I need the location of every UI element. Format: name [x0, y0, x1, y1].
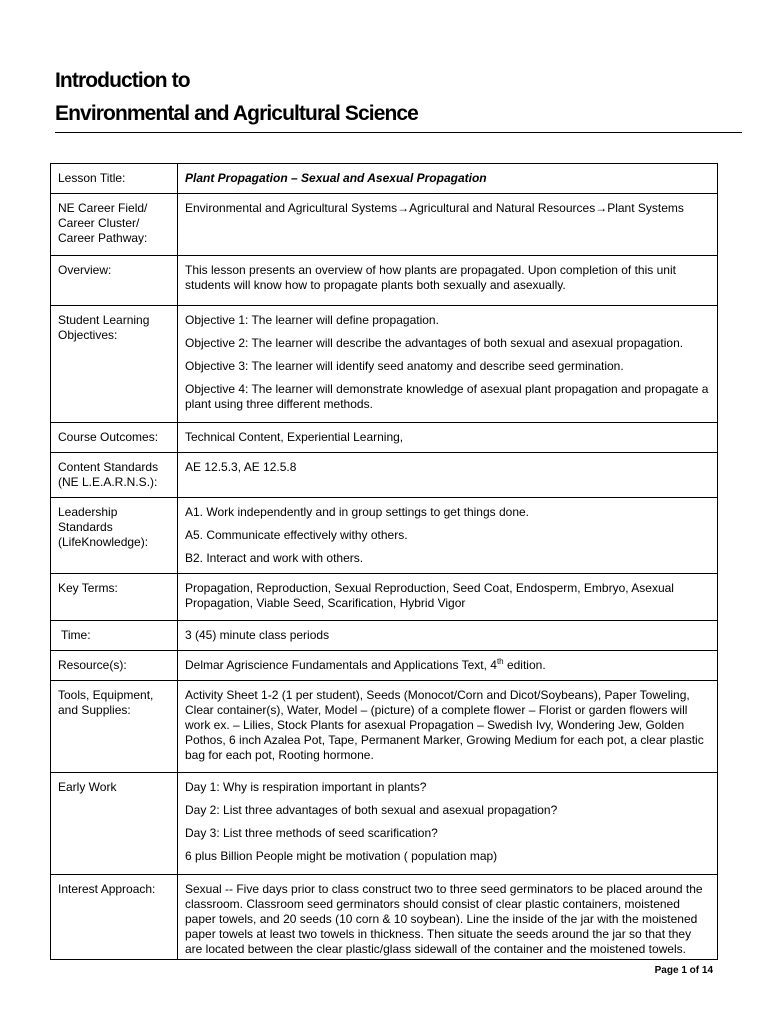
objective-item: Objective 4: The learner will demonstrate knowledge of asexual plant propagation and propagate a plant using three different methods. [185, 382, 709, 411]
row-early-work [51, 773, 718, 875]
objectives-cell [178, 306, 718, 423]
row-objectives [51, 306, 718, 423]
row-course-outcomes [51, 423, 718, 453]
document-title [55, 64, 418, 130]
early-work-cell [178, 773, 718, 875]
course-outcomes-label: Course Outcomes: [51, 423, 178, 453]
arrow-icon: → [595, 201, 608, 215]
career-cell [178, 194, 718, 256]
lesson-plan-table [50, 163, 718, 960]
career-field-text: Environmental and Agricultural Systems [185, 201, 398, 215]
overview-value: This lesson presents an overview of how plants are propagated. Upon completion of this unit students will know how to propagate plants both sexually and asexually. [178, 256, 718, 306]
objective-item: Objective 2: The learner will describe the advantages of both sexual and asexual propagation. [185, 336, 684, 350]
leadership-item: B2. Interact and work with others. [185, 551, 364, 565]
row-overview [51, 256, 718, 306]
career-label: NE Career Field/ Career Cluster/ Career Pathway: [51, 194, 178, 256]
content-standards-value: AE 12.5.3, AE 12.5.8 [178, 453, 718, 498]
lesson-title-cell [178, 164, 718, 194]
leadership-item: A5. Communicate effectively withy others. [185, 528, 408, 542]
page-number: Page 1 of 14 [654, 965, 713, 976]
objectives-label: Student Learning Objectives: [51, 306, 178, 423]
interest-approach-label: Interest Approach: [51, 875, 178, 960]
tools-value: Activity Sheet 1-2 (1 per student), Seeds (Monocot/Corn and Dicot/Soybeans), Paper Toweling, Clear container(s), Water, Model – (picture) of a complete flower – Florist or garden flowers will work ex. – Lilies, Stock Plants for asexual Propagation – Swedish Ivy, Wondering Jew, Golden Pothos, 6 inch Azalea Pot, Tape, Permanent Marker, Growing Medium for each pot, a clear plastic bag for each pot, Rooting hormone. [178, 681, 718, 773]
resources-text-end: edition. [503, 658, 546, 672]
career-pathway-text: Plant Systems [607, 201, 684, 215]
early-work-item: 6 plus Billion People might be motivation ( population map) [185, 849, 498, 863]
time-label: Time: [51, 621, 178, 651]
leadership-item: A1. Work independently and in group settings to get things done. [185, 505, 530, 519]
key-terms-label: Key Terms: [51, 574, 178, 621]
row-key-terms [51, 574, 718, 621]
lesson-title-value: Plant Propagation – Sexual and Asexual Propagation [185, 171, 487, 185]
career-cluster-text: Agricultural and Natural Resources [409, 201, 596, 215]
resources-cell [178, 651, 718, 681]
overview-label: Overview: [51, 256, 178, 306]
title-divider [55, 132, 742, 133]
course-outcomes-value: Technical Content, Experiential Learning, [178, 423, 718, 453]
resources-label: Resource(s): [51, 651, 178, 681]
row-leadership-standards [51, 498, 718, 574]
content-standards-label: Content Standards (NE L.E.A.R.N.S.): [51, 453, 178, 498]
arrow-icon: → [397, 201, 410, 215]
row-tools [51, 681, 718, 773]
row-interest-approach [51, 875, 718, 960]
edition-superscript: th [496, 657, 504, 666]
leadership-standards-cell [178, 498, 718, 574]
document-title-line-2: Environmental and Agricultural Science [55, 102, 418, 125]
objective-item: Objective 1: The learner will define propagation. [185, 313, 439, 327]
resources-text: Delmar Agriscience Fundamentals and Applications Text, 4 [185, 658, 497, 672]
early-work-item: Day 3: List three methods of seed scarification? [185, 826, 438, 840]
early-work-label: Early Work [51, 773, 178, 875]
tools-label: Tools, Equipment, and Supplies: [51, 681, 178, 773]
early-work-item: Day 2: List three advantages of both sexual and asexual propagation? [185, 803, 558, 817]
key-terms-value: Propagation, Reproduction, Sexual Reproduction, Seed Coat, Endosperm, Embryo, Asexual Propagation, Viable Seed, Scarification, Hybrid Vigor [178, 574, 718, 621]
leadership-standards-label: Leadership Standards (LifeKnowledge): [51, 498, 178, 574]
row-content-standards [51, 453, 718, 498]
document-title-line-1: Introduction to [55, 69, 190, 92]
row-lesson-title [51, 164, 718, 194]
row-time [51, 621, 718, 651]
early-work-item: Day 1: Why is respiration important in plants? [185, 780, 427, 794]
interest-approach-value: Sexual -- Five days prior to class construct two to three seed germinators to be placed around the classroom. Classroom seed germinators should consist of clear plastic containers, moistened paper towels, and 20 seeds (10 corn & 10 soybean). Line the inside of the jar with the moistened paper towels at least two towels in thickness. Then situate the seeds around the jar so that they are located between the clear plastic/glass sidewall of the container and the moistened towels. [178, 875, 718, 960]
time-value: 3 (45) minute class periods [178, 621, 718, 651]
objective-item: Objective 3: The learner will identify seed anatomy and describe seed germination. [185, 359, 624, 373]
lesson-title-label: Lesson Title: [51, 164, 178, 194]
row-career [51, 194, 718, 256]
row-resources [51, 651, 718, 681]
